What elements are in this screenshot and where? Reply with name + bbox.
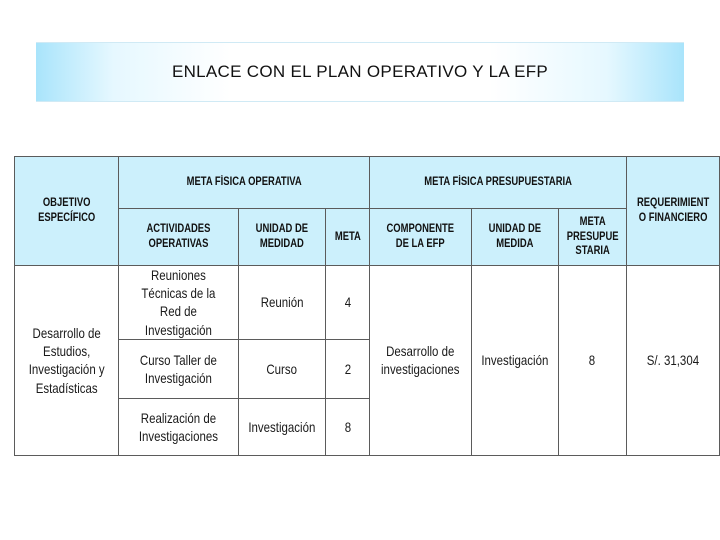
header-componente: COMPONENTE DE LA EFP <box>370 209 472 266</box>
header-objetivo: OBJETIVO ESPECÍFICO <box>15 157 119 266</box>
actividad-cell: Reuniones Técnicas de la Red de Investigación <box>119 266 239 340</box>
header-requerimiento: REQUERIMIENT O FINANCIERO <box>626 157 719 266</box>
unidad-cell: Curso <box>239 339 326 398</box>
header-meta-presupuestaria: META PRESUPUE STARIA <box>558 209 626 266</box>
unidad-cell: Reunión <box>239 266 326 340</box>
unidad-cell: Investigación <box>239 398 326 455</box>
header-meta-operativa: META <box>325 209 369 266</box>
meta-cell: 2 <box>325 339 369 398</box>
title-banner <box>36 42 684 102</box>
page-title: ENLACE CON EL PLAN OPERATIVO Y LA EFP <box>171 62 549 81</box>
header-actividades: ACTIVIDADES OPERATIVAS <box>119 209 239 266</box>
meta-cell: 8 <box>325 398 369 455</box>
actividad-cell: Curso Taller de Investigación <box>119 339 239 398</box>
plan-table <box>14 156 720 456</box>
header-meta-fisica-presupuestaria: META FÍSICA PRESUPUESTARIA <box>370 157 627 209</box>
header-unidad-medida-operativa: UNIDAD DE MEDIDAD <box>239 209 326 266</box>
objetivo-cell: Desarrollo de Estudios, Investigación y Estadísticas <box>15 266 119 456</box>
unidad-presupuestaria-cell: Investigación <box>471 266 558 456</box>
meta-cell: 4 <box>325 266 369 340</box>
componente-cell: Desarrollo de investigaciones <box>370 266 472 456</box>
meta-presupuestaria-cell: 8 <box>558 266 626 456</box>
actividad-cell: Realización de Investigaciones <box>119 398 239 455</box>
header-meta-fisica-operativa: META FÍSICA OPERATIVA <box>119 157 370 209</box>
requerimiento-cell: S/. 31,304 <box>626 266 719 456</box>
header-unidad-medida-presupuestaria: UNIDAD DE MEDIDA <box>471 209 558 266</box>
